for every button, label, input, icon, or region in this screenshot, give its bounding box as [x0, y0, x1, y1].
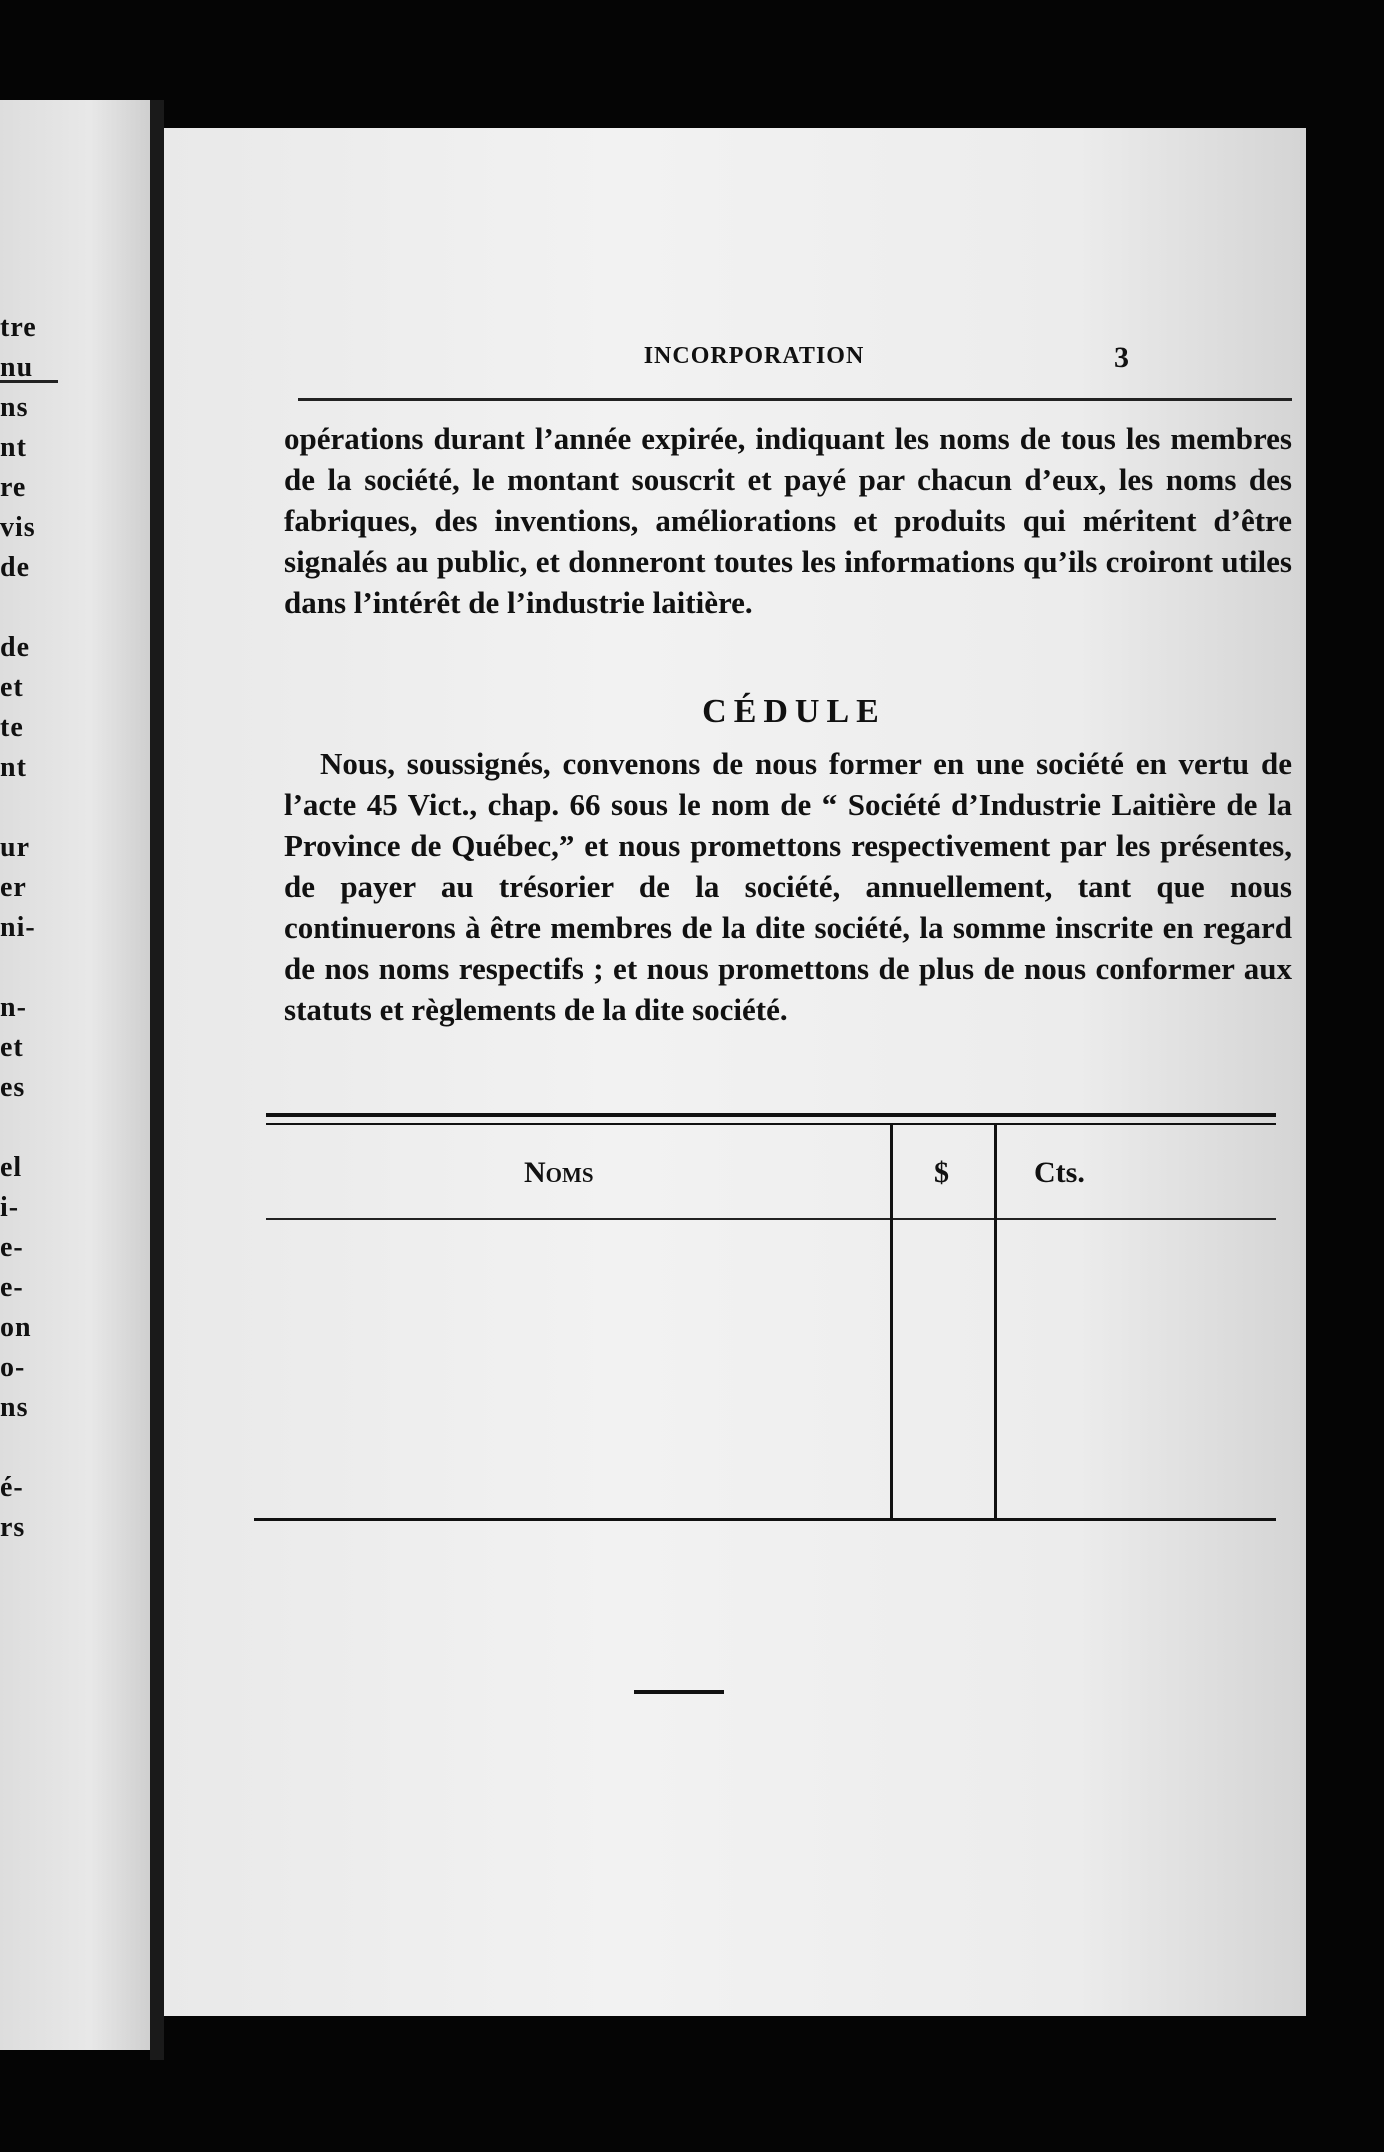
left-page-fragment: nu — [0, 352, 34, 383]
table-header-rule — [266, 1218, 1276, 1220]
left-page-fragment: i- — [0, 1192, 20, 1223]
left-page-fragment: o- — [0, 1352, 26, 1383]
paragraph-operations: opérations durant l’année expirée, indiquant les noms de tous les membres de la société, le montant souscrit et payé par chacun d’eux, les noms des fabriques, des inventions, améliorations et produits qui méritent d’être signalés au public, et donneront toutes les informations qu’ils croiront utiles dans l’intérêt de l’industrie laitière. — [284, 421, 1292, 620]
running-header: INCORPORATION — [643, 343, 865, 369]
column-header-dollars: $ — [934, 1156, 949, 1189]
left-page-fragment: ns — [0, 392, 29, 423]
left-page-fragment: ur — [0, 832, 30, 863]
column-divider-dollars — [890, 1125, 893, 1520]
left-page-fragment: te — [0, 712, 24, 743]
left-page-fragment: ni- — [0, 912, 36, 943]
end-rule — [634, 1690, 724, 1694]
left-facing-page — [0, 100, 150, 2050]
page-number: 3 — [1114, 341, 1129, 374]
left-page-fragment: e- — [0, 1272, 24, 1303]
left-page-fragment: nt — [0, 752, 27, 783]
table-rule-top-thin — [266, 1123, 1276, 1125]
table-rule-top — [266, 1113, 1276, 1117]
left-page-fragment: n- — [0, 992, 27, 1023]
header-rule — [298, 398, 1292, 401]
page-gutter — [150, 100, 164, 2060]
column-divider-cents — [994, 1125, 997, 1520]
column-header-noms: Noms — [524, 1156, 594, 1189]
column-header-cents: Cts. — [1034, 1156, 1085, 1189]
left-page-fragment: et — [0, 1032, 24, 1063]
left-page-fragment: et — [0, 672, 24, 703]
right-page — [164, 128, 1306, 2016]
left-page-fragment: ns — [0, 1392, 29, 1423]
left-page-fragment: tre — [0, 312, 37, 343]
left-page-fragment: de — [0, 552, 30, 583]
left-page-fragment: er — [0, 872, 27, 903]
table-rule-bottom — [254, 1518, 1276, 1521]
left-page-fragment: vis — [0, 512, 36, 543]
left-page-fragment: de — [0, 632, 30, 663]
left-page-fragment: é- — [0, 1472, 24, 1503]
left-page-fragment: es — [0, 1072, 26, 1103]
left-page-fragment: on — [0, 1312, 32, 1343]
paragraph-cedule: Nous, soussignés, convenons de nous former en une société en vertu de l’acte 45 Vict., chap. 66 sous le nom de “ Société d’Industrie Laitière de la Province de Québec,” et nous promettons respectivement par les présentes, de payer au trésorier de la société, annuellement, tant que nous continuerons à être membres de la dite société, la somme inscrite en regard de nos noms respectifs ; et nous promettons de plus de nous conformer aux statuts et règlements de la dite société. — [284, 746, 1292, 1027]
left-page-fragment: rs — [0, 1512, 26, 1543]
section-heading: CÉDULE — [702, 693, 886, 730]
left-page-fragment: e- — [0, 1232, 24, 1263]
left-page-fragment: nt — [0, 432, 27, 463]
left-page-fragment: el — [0, 1152, 23, 1183]
left-page-fragment: re — [0, 472, 27, 503]
